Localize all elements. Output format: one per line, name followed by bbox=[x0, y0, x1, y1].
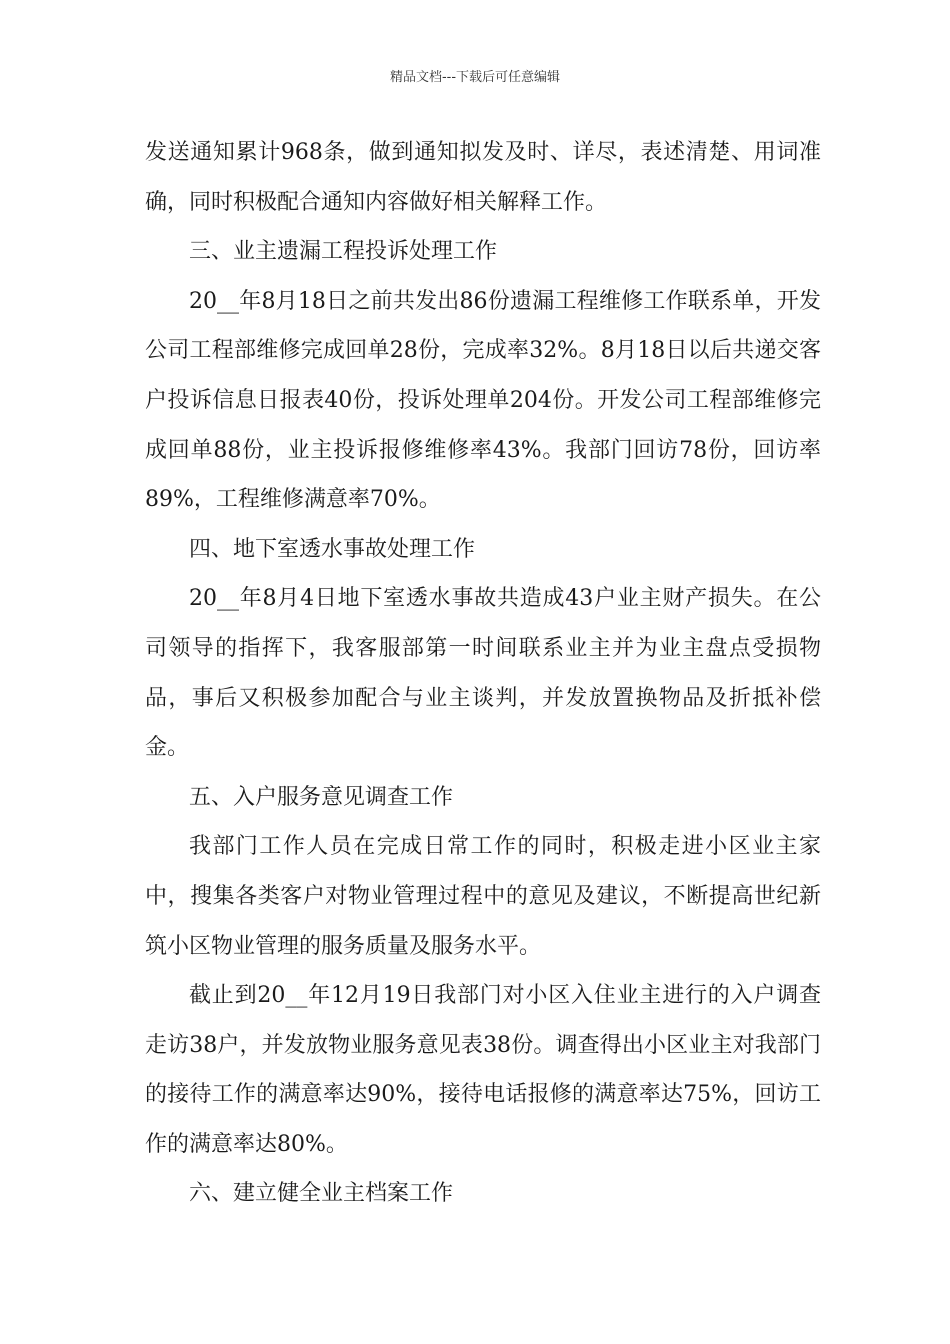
section-heading-4: 四、地下室透水事故处理工作 bbox=[189, 536, 476, 562]
document-body bbox=[145, 128, 821, 1219]
page-header: 精品文档---下载后可任意编辑 bbox=[389, 70, 561, 85]
section-heading-6: 六、建立健全业主档案工作 bbox=[189, 1181, 454, 1207]
paragraph-survey-results: 截止到20__年12月19日我部门对小区入住业主进行的入户调查走访38户，并发放物业服务意见表38份。调查得出小区业主对我部门的接待工作的满意率达90%，接待电话报修的满意率达75%，回访工作的满意率达80%。 bbox=[145, 983, 821, 1157]
paragraph-complaint-handling: 20__年8月18日之前共发出86份遗漏工程维修工作联系单，开发公司工程部维修完成回单28份，完成率32%。8月18日以后共递交客户投诉信息日报表40份，投诉处理单204份。开发公司工程部维修完成回单88份，业主投诉报修维修率43%。我部门回访78份，回访率89%，工程维修满意率70%。 bbox=[145, 288, 821, 513]
section-heading-3: 三、业主遗漏工程投诉处理工作 bbox=[189, 239, 498, 265]
paragraph-basement-flood: 20__年8月4日地下室透水事故共造成43户业主财产损失。在公司领导的指挥下，我客服部第一时间联系业主并为业主盘点受损物品，事后又积极参加配合与业主谈判，并发放置换物品及折抵补偿金。 bbox=[145, 586, 821, 761]
section-heading-5: 五、入户服务意见调查工作 bbox=[189, 784, 454, 810]
paragraph-survey-intro: 我部门工作人员在完成日常工作的同时，积极走进小区业主家中，搜集各类客户对物业管理过程中的意见及建议，不断提高世纪新筑小区物业管理的服务质量及服务水平。 bbox=[145, 834, 821, 959]
paragraph-notification-summary: 发送通知累计968条，做到通知拟发及时、详尽，表述清楚、用词准确，同时积极配合通知内容做好相关解释工作。 bbox=[145, 140, 821, 215]
